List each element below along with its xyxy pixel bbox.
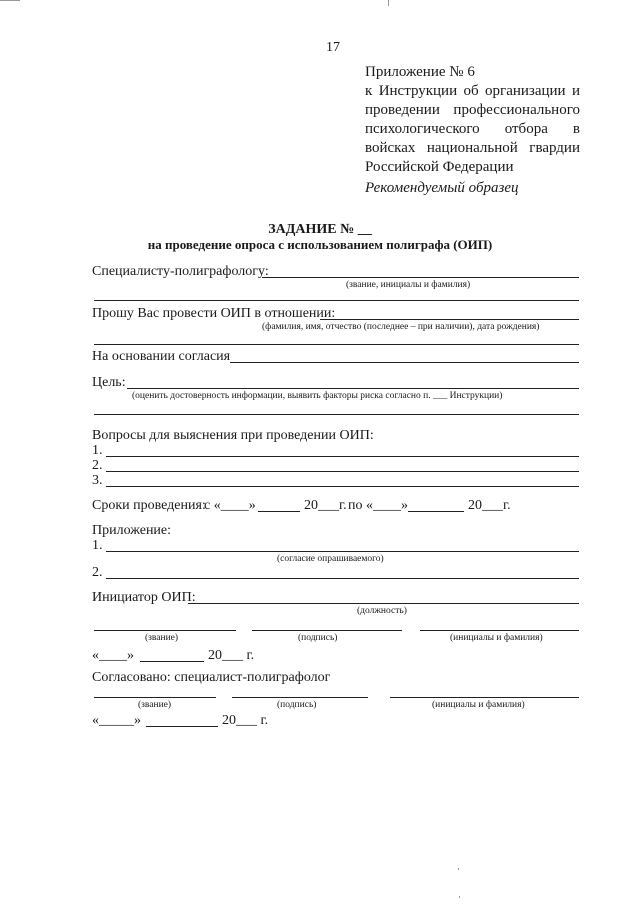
question-number: 3. [92,473,103,488]
deadline-from-month-field[interactable] [258,511,300,512]
deadline-from: с «____» [204,498,256,513]
request-field-extra[interactable] [94,344,579,345]
request-label: Прошу Вас провести ОИП в отношении: [92,306,336,321]
deadline-year-2: 20___г. [468,498,511,513]
attachment-number: 2. [92,565,103,580]
date-year: 20___ г. [208,648,255,663]
goal-field[interactable] [127,388,579,389]
scan-edge-mark [0,0,20,1]
deadline-to: по «____» [348,498,408,513]
initiator-signature-field[interactable] [252,630,402,631]
question-number: 2. [92,458,103,473]
questions-label: Вопросы для выяснения при проведении ОИП: [92,428,374,443]
appendix-line-6: Российской Федерации [365,159,514,175]
initiator-label: Инициатор ОИП: [92,590,196,605]
page-number: 17 [326,40,340,55]
appendix-line-4: психологического отбора в [365,121,580,137]
date-month-field[interactable] [146,726,218,727]
initiator-name-field[interactable] [420,630,579,631]
appendix-line-3: проведении профессионального [365,102,580,118]
deadline-to-month-field[interactable] [408,511,464,512]
date-year: 20___ г. [222,713,269,728]
deadlines-label: Сроки проведения: [92,498,206,513]
initiator-rank-field[interactable] [94,630,236,631]
rank-hint: (звание) [138,700,172,710]
initiator-hint: (должность) [357,606,407,616]
specialist-label: Специалисту-полиграфологу: [92,264,269,279]
sample-note: Рекомендуемый образец [365,180,519,196]
signature-hint: (подпись) [298,633,338,643]
scan-edge-mark [388,0,389,6]
signature-hint: (подпись) [277,700,317,710]
goal-label: Цель: [92,375,126,390]
date-day: «_____» [92,713,141,728]
document-title: ЗАДАНИЕ № __ [268,222,372,237]
goal-hint: (оценить достоверность информации, выявить факторы риска согласно п. ___ Инструкции) [132,391,503,401]
date-day: «____» [92,648,134,663]
deadline-year-1: 20___г. [304,498,347,513]
document-subtitle: на проведение опроса с использованием полиграфа (ОИП) [147,237,493,252]
agreed-name-field[interactable] [390,697,579,698]
agreed-label: Согласовано: специалист-полиграфолог [92,670,331,685]
specialist-field-extra[interactable] [94,300,579,301]
specialist-field[interactable] [262,277,579,278]
question-field[interactable] [106,456,579,457]
attachment-number: 1. [92,538,103,553]
agreed-rank-field[interactable] [94,697,216,698]
name-hint: (инициалы и фамилия) [432,700,525,710]
appendix-line-1: Приложение № 6 [365,64,475,80]
initiator-field[interactable] [188,603,579,604]
goal-field-extra[interactable] [94,414,579,415]
name-hint: (инициалы и фамилия) [450,633,543,643]
question-field[interactable] [106,486,579,487]
attachment-field[interactable] [106,578,579,579]
question-number: 1. [92,443,103,458]
attachment-label: Приложение: [92,523,172,538]
rank-hint: (звание) [145,633,179,643]
attachment-field[interactable] [106,551,579,552]
consent-field[interactable] [230,362,579,363]
agreed-signature-field[interactable] [232,697,368,698]
attachment-hint: (согласие опрашиваемого) [277,554,384,564]
appendix-line-2: к Инструкции об организации и [365,83,580,99]
scan-speck [458,868,459,870]
request-field[interactable] [320,319,579,320]
question-field[interactable] [106,471,579,472]
consent-label: На основании согласия [92,349,231,364]
appendix-line-5: войсках национальной гвардии [365,140,580,156]
scan-speck [459,896,460,898]
date-month-field[interactable] [140,661,204,662]
request-hint: (фамилия, имя, отчество (последнее – при наличии), дата рождения) [262,322,540,332]
specialist-hint: (звание, инициалы и фамилия) [346,280,471,290]
appendix-reference [365,63,580,177]
